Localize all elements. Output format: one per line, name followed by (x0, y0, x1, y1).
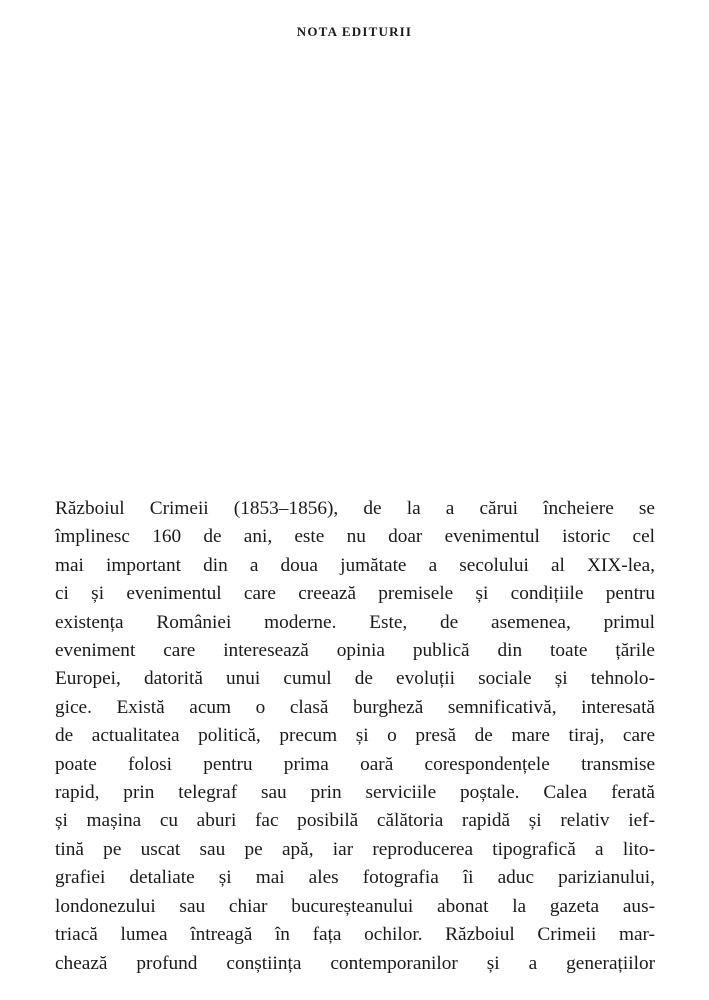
text-line: și mașina cu aburi fac posibilă călătoria rapidă și relativ ief- (55, 810, 655, 832)
text-line: triacă lumea întreagă în fața ochilor. Războiul Crimeii mar- (55, 924, 655, 946)
text-line: rapid, prin telegraf sau prin serviciile poștale. Calea ferată (55, 782, 655, 804)
page-title: NOTA EDITURII (296, 24, 413, 39)
text-line: mai important din a doua jumătate a secolului al XIX-lea, (55, 554, 655, 576)
text-line: poate folosi pentru prima oară corespondențele transmise (55, 753, 655, 775)
text-line: împlinesc 160 de ani, este nu doar evenimentul istoric cel (55, 526, 655, 548)
text-line: Europei, datorită unui cumul de evoluții sociale și tehnolo- (55, 668, 655, 690)
text-line: tină pe uscat sau pe apă, iar reproducerea tipografică a lito- (55, 838, 655, 860)
text-line: chează profund conștiința contemporanilor și a generațiilor (55, 952, 655, 974)
text-line: gice. Există acum o clasă burgheză semnificativă, interesată (55, 696, 655, 718)
text-line: Războiul Crimeii (1853–1856), de la a cărui încheiere se (55, 498, 655, 519)
text-line: ci și evenimentul care creează premisele și condițiile pentru (55, 583, 655, 605)
text-line: grafiei detaliate și mai ales fotografia îi aduc parizianului, (55, 867, 655, 889)
text-line: de actualitatea politică, precum și o presă de mare tiraj, care (55, 725, 655, 747)
text-line: eveniment care interesează opinia publică din toate țările (55, 640, 655, 662)
text-line: existența României moderne. Este, de asemenea, primul (55, 611, 655, 633)
text-line: londonezului sau chiar bucureșteanului abonat la gazeta aus- (55, 895, 655, 917)
body-paragraph (55, 495, 655, 978)
